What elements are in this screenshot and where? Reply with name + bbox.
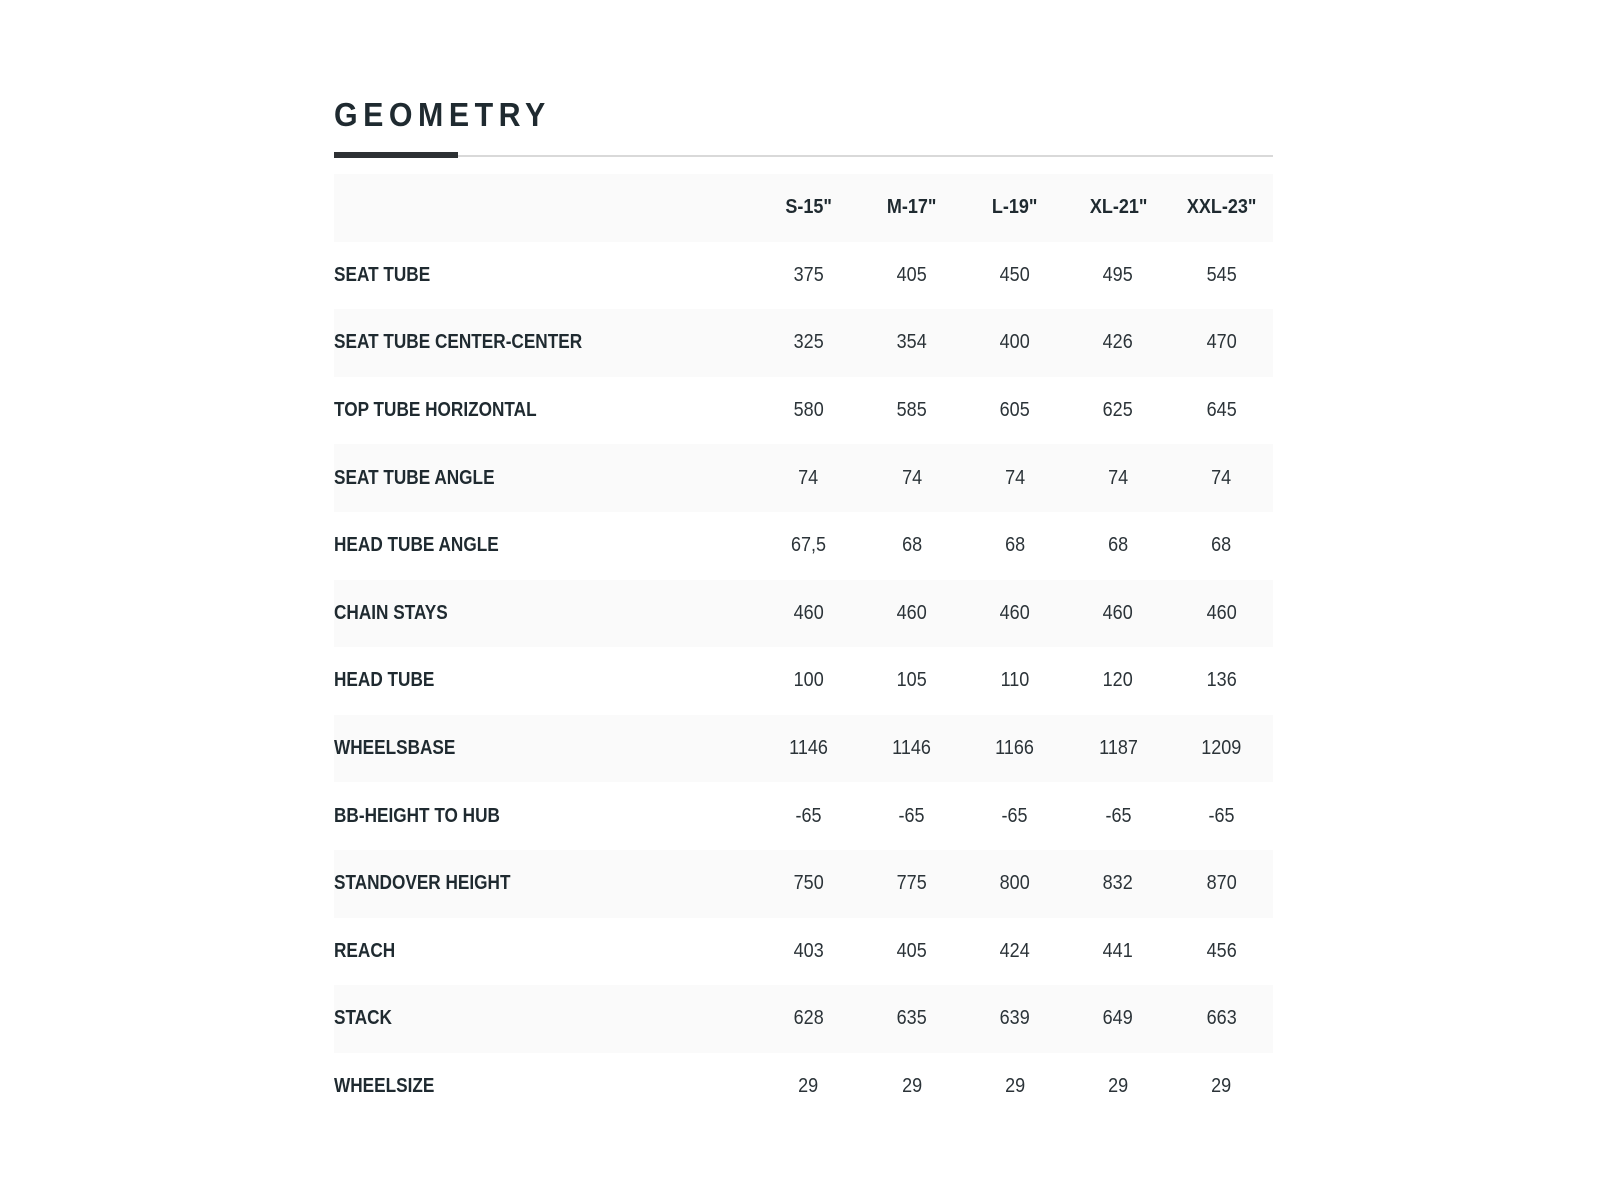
value-cell <box>757 512 860 580</box>
value-cell <box>1170 715 1273 783</box>
row-label <box>334 647 757 715</box>
row-label <box>334 715 757 783</box>
value-text: 585 <box>896 399 927 422</box>
table-row <box>334 242 1273 310</box>
value-cell <box>963 918 1066 986</box>
value-text: 470 <box>1206 331 1237 354</box>
value-cell <box>963 309 1066 377</box>
row-label <box>334 850 757 918</box>
value-cell <box>860 985 963 1053</box>
header-row <box>334 174 1273 242</box>
value-text: -65 <box>1208 804 1235 827</box>
value-text: 110 <box>1000 669 1030 692</box>
value-cell <box>1067 580 1170 648</box>
value-cell <box>757 647 860 715</box>
value-cell <box>1170 647 1273 715</box>
value-text: 100 <box>793 669 824 692</box>
value-text: 29 <box>901 1075 922 1098</box>
row-label-text: REACH <box>334 939 396 962</box>
section-title: GEOMETRY <box>334 96 551 133</box>
value-cell <box>757 377 860 445</box>
table-row <box>334 850 1273 918</box>
value-text: 403 <box>793 939 824 962</box>
value-cell <box>1170 444 1273 512</box>
table-row <box>334 377 1273 445</box>
value-cell <box>1067 444 1170 512</box>
value-cell <box>1170 918 1273 986</box>
row-label-text: CHAIN STAYS <box>334 601 448 624</box>
value-text: 870 <box>1206 872 1237 895</box>
row-label-text: BB-HEIGHT TO HUB <box>334 804 500 827</box>
value-text: 74 <box>1211 466 1232 489</box>
value-cell <box>860 309 963 377</box>
table-row <box>334 647 1273 715</box>
value-cell <box>757 985 860 1053</box>
row-label <box>334 512 757 580</box>
value-cell <box>1170 512 1273 580</box>
underline-accent <box>334 152 458 158</box>
size-header-m: M-17" <box>886 196 937 219</box>
table-row <box>334 444 1273 512</box>
row-label <box>334 580 757 648</box>
value-cell <box>1067 242 1170 310</box>
value-cell <box>757 309 860 377</box>
value-cell <box>1067 715 1170 783</box>
value-text: 74 <box>798 466 819 489</box>
value-cell <box>963 985 1066 1053</box>
value-text: 460 <box>1103 601 1134 624</box>
table-row <box>334 580 1273 648</box>
row-label <box>334 985 757 1053</box>
value-cell <box>1067 1053 1170 1121</box>
value-cell <box>1067 309 1170 377</box>
value-cell <box>757 444 860 512</box>
value-cell <box>1170 309 1273 377</box>
row-label-text: SEAT TUBE <box>334 263 431 286</box>
row-label-text: STANDOVER HEIGHT <box>334 872 511 895</box>
value-text: 67,5 <box>790 534 827 557</box>
row-label <box>334 242 757 310</box>
table-row <box>334 918 1273 986</box>
value-cell <box>963 377 1066 445</box>
geometry-table <box>334 174 1273 1120</box>
value-text: 832 <box>1103 872 1134 895</box>
table-row <box>334 985 1273 1053</box>
value-cell <box>757 242 860 310</box>
value-cell <box>757 715 860 783</box>
value-text: -65 <box>1001 804 1028 827</box>
value-text: 628 <box>793 1007 824 1030</box>
value-text: 375 <box>793 263 824 286</box>
value-cell <box>1067 918 1170 986</box>
value-text: -65 <box>898 804 925 827</box>
size-header-xxl: XXL-23" <box>1186 196 1257 219</box>
value-cell <box>860 647 963 715</box>
value-text: 68 <box>901 534 922 557</box>
value-text: 1166 <box>995 737 1035 760</box>
value-cell <box>1067 850 1170 918</box>
row-label <box>334 309 757 377</box>
value-cell <box>1170 850 1273 918</box>
value-text: 325 <box>793 331 824 354</box>
value-text: 74 <box>1004 466 1025 489</box>
value-cell <box>1067 647 1170 715</box>
value-text: -65 <box>795 804 822 827</box>
value-cell <box>963 647 1066 715</box>
title-underline <box>334 150 1273 158</box>
value-text: 74 <box>901 466 922 489</box>
value-cell <box>757 850 860 918</box>
value-cell <box>1170 782 1273 850</box>
value-text: 68 <box>1004 534 1025 557</box>
value-text: 1209 <box>1201 737 1242 760</box>
value-text: 1187 <box>1098 737 1138 760</box>
value-text: 625 <box>1103 399 1134 422</box>
header-spacer <box>334 174 757 242</box>
value-text: 645 <box>1206 399 1237 422</box>
value-text: 68 <box>1108 534 1129 557</box>
row-label-text: WHEELSBASE <box>334 737 456 760</box>
size-header-s: S-15" <box>785 196 832 219</box>
row-label <box>334 782 757 850</box>
row-label-text: STACK <box>334 1007 392 1030</box>
row-label-text: SEAT TUBE CENTER-CENTER <box>334 331 583 354</box>
table-body <box>334 242 1273 1121</box>
value-cell <box>860 1053 963 1121</box>
value-text: 400 <box>999 331 1030 354</box>
value-cell <box>1067 377 1170 445</box>
value-text: 29 <box>1108 1075 1129 1098</box>
value-text: 426 <box>1103 331 1134 354</box>
value-text: 649 <box>1103 1007 1134 1030</box>
value-cell <box>757 782 860 850</box>
row-label-text: SEAT TUBE ANGLE <box>334 466 495 489</box>
value-cell <box>860 242 963 310</box>
value-cell <box>1170 1053 1273 1121</box>
value-text: 136 <box>1206 669 1237 692</box>
table-row <box>334 715 1273 783</box>
value-cell <box>860 444 963 512</box>
value-text: 405 <box>896 263 927 286</box>
underline-track <box>334 155 1273 157</box>
value-text: 663 <box>1206 1007 1237 1030</box>
value-text: 424 <box>999 939 1030 962</box>
value-text: 605 <box>999 399 1030 422</box>
value-cell <box>963 512 1066 580</box>
row-label <box>334 918 757 986</box>
value-cell <box>860 580 963 648</box>
value-cell <box>860 918 963 986</box>
value-text: 441 <box>1103 939 1134 962</box>
value-text: 545 <box>1206 263 1237 286</box>
value-cell <box>963 715 1066 783</box>
size-header-l: L-19" <box>992 196 1038 219</box>
value-cell <box>963 242 1066 310</box>
value-cell <box>757 580 860 648</box>
table-row <box>334 512 1273 580</box>
value-text: 750 <box>793 872 824 895</box>
row-label-text: WHEELSIZE <box>334 1075 435 1098</box>
value-cell <box>860 512 963 580</box>
value-cell <box>1170 377 1273 445</box>
value-cell <box>1067 985 1170 1053</box>
value-text: 456 <box>1206 939 1237 962</box>
table-row <box>334 782 1273 850</box>
size-header-xl: XL-21" <box>1089 196 1147 219</box>
value-cell <box>860 715 963 783</box>
value-text: 460 <box>793 601 824 624</box>
value-cell <box>963 782 1066 850</box>
row-label <box>334 1053 757 1121</box>
row-label <box>334 377 757 445</box>
value-text: 120 <box>1103 669 1134 692</box>
value-text: 450 <box>999 263 1030 286</box>
geometry-section <box>334 80 1273 1120</box>
value-text: 29 <box>798 1075 819 1098</box>
value-text: 800 <box>999 872 1030 895</box>
value-cell <box>1170 985 1273 1053</box>
value-cell <box>963 1053 1066 1121</box>
value-text: 29 <box>1004 1075 1025 1098</box>
value-cell <box>1067 512 1170 580</box>
value-cell <box>860 782 963 850</box>
value-text: 495 <box>1103 263 1134 286</box>
value-text: 354 <box>896 331 927 354</box>
table-row <box>334 1053 1273 1121</box>
value-text: 580 <box>793 399 824 422</box>
value-cell <box>1170 242 1273 310</box>
row-label-text: TOP TUBE HORIZONTAL <box>334 399 537 422</box>
value-text: 68 <box>1211 534 1232 557</box>
value-text: 74 <box>1108 466 1129 489</box>
value-text: -65 <box>1105 804 1132 827</box>
value-text: 405 <box>896 939 927 962</box>
row-label-text: HEAD TUBE <box>334 669 435 692</box>
value-text: 1146 <box>789 737 828 760</box>
value-text: 639 <box>999 1007 1030 1030</box>
value-text: 635 <box>896 1007 927 1030</box>
value-text: 105 <box>896 669 927 692</box>
value-cell <box>860 377 963 445</box>
value-cell <box>757 918 860 986</box>
value-text: 29 <box>1211 1075 1232 1098</box>
value-cell <box>860 850 963 918</box>
table-row <box>334 309 1273 377</box>
value-cell <box>963 580 1066 648</box>
value-cell <box>1170 580 1273 648</box>
value-text: 460 <box>999 601 1030 624</box>
value-cell <box>963 850 1066 918</box>
value-cell <box>963 444 1066 512</box>
value-text: 460 <box>896 601 927 624</box>
value-text: 775 <box>896 872 927 895</box>
value-text: 460 <box>1206 601 1237 624</box>
row-label <box>334 444 757 512</box>
value-cell <box>757 1053 860 1121</box>
value-text: 1146 <box>892 737 932 760</box>
value-cell <box>1067 782 1170 850</box>
row-label-text: HEAD TUBE ANGLE <box>334 534 499 557</box>
